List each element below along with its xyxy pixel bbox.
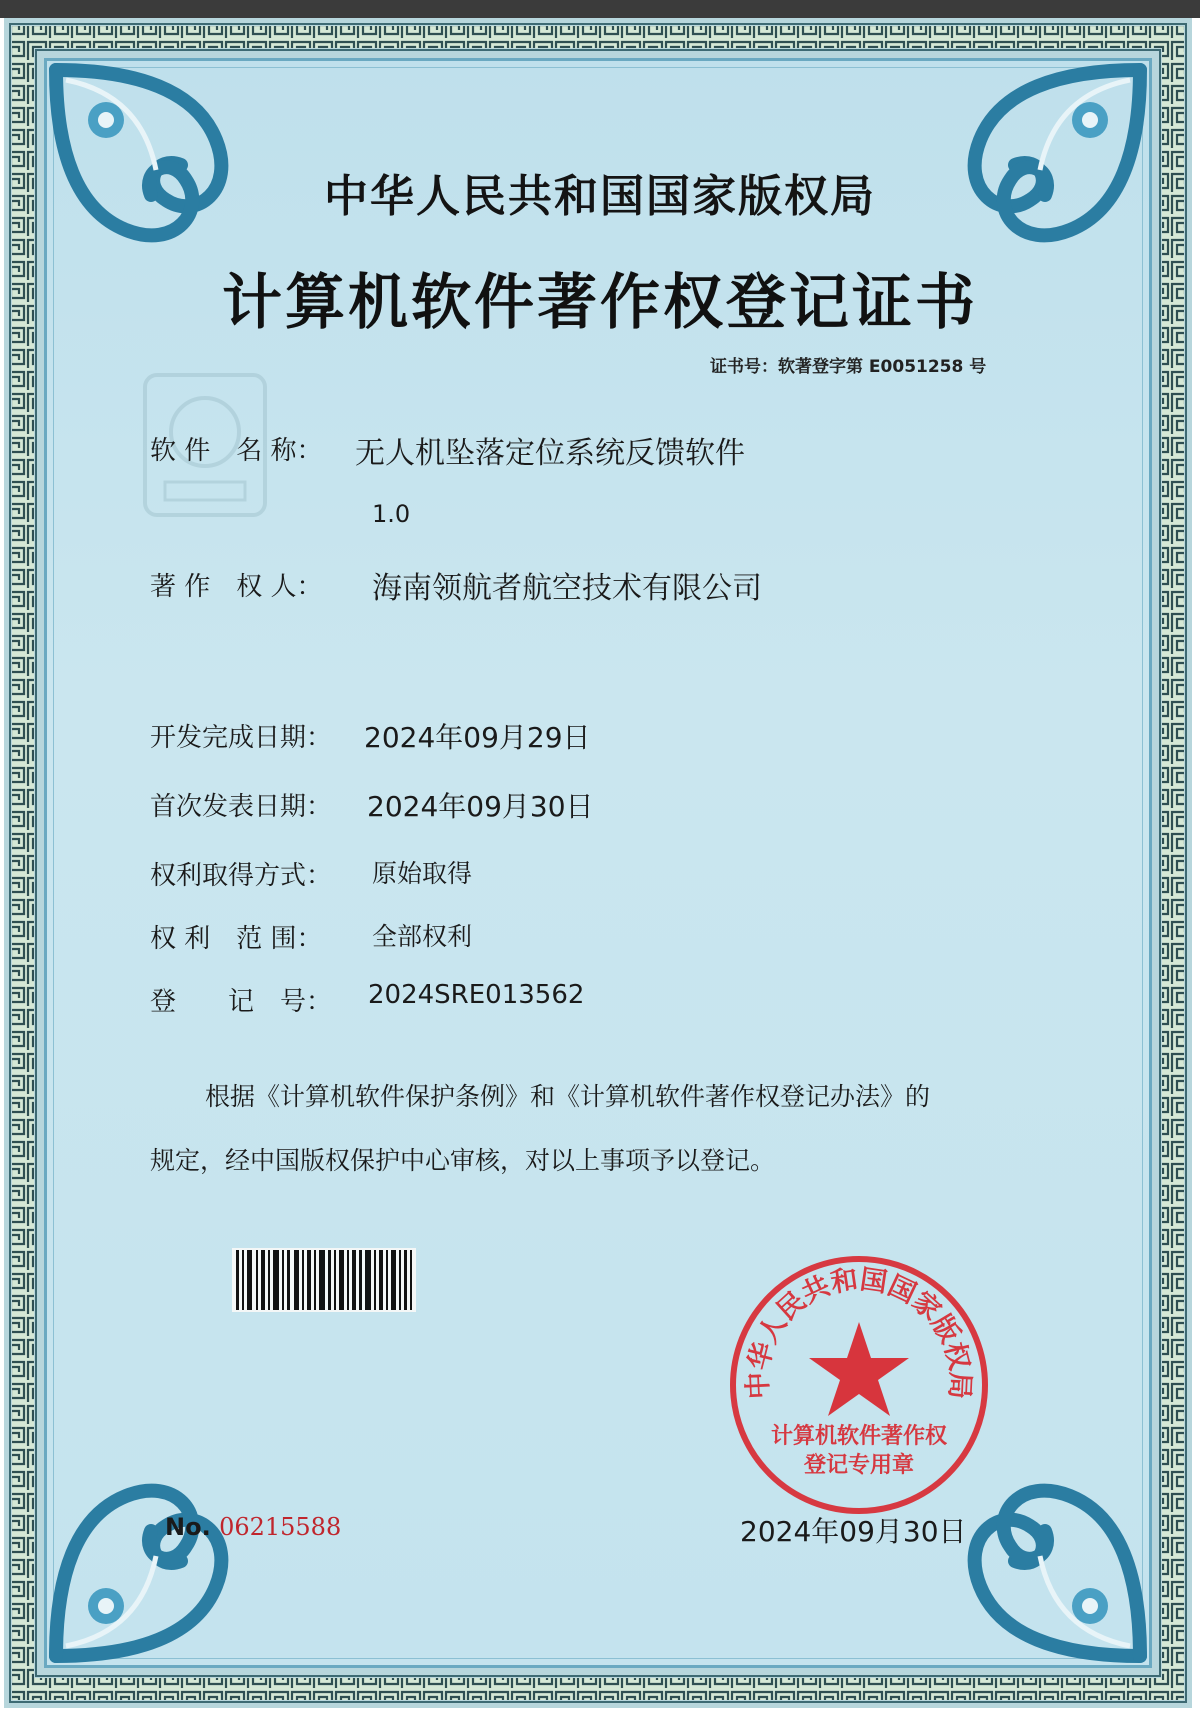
- seal-line-1: 计算机软件著作权: [770, 1423, 948, 1449]
- statement-line-2: 规定，经中国版权保护中心审核，对以上事项予以登记。: [150, 1146, 776, 1175]
- field-value-copyright-owner: 海南领航者航空技术有限公司: [372, 571, 762, 606]
- field-value-version: 1.0: [372, 500, 411, 528]
- certificate-number-value: 软著登字第 E0051258 号: [778, 357, 987, 377]
- certificate-number-label: 证书号：: [710, 357, 778, 377]
- field-label-software-name: 软 件 名 称：: [150, 436, 323, 466]
- top-dark-strip: [0, 0, 1200, 18]
- official-seal: [724, 1250, 994, 1520]
- corner-ornament-bottom-left: [46, 1426, 286, 1666]
- serial-number-value: 06215588: [219, 1513, 342, 1541]
- field-value-rights-scope: 全部权利: [372, 922, 473, 951]
- seal-star-icon: [809, 1322, 909, 1416]
- seal-line-2: 登记专用章: [803, 1452, 915, 1478]
- field-label-rights-scope: 权 利 范 围：: [150, 924, 323, 954]
- serial-number-label: No.: [165, 1513, 211, 1541]
- barcode: [232, 1248, 416, 1312]
- statement-line-1: 根据《计算机软件保护条例》和《计算机软件著作权登记办法》的: [205, 1082, 931, 1111]
- field-value-publication-date: 2024年09月30日: [367, 790, 594, 823]
- serial-number: [165, 1513, 341, 1541]
- field-value-completion-date: 2024年09月29日: [364, 721, 591, 754]
- certificate-title: 计算机软件著作权登记证书: [222, 268, 978, 338]
- field-label-completion-date: 开发完成日期：: [150, 723, 333, 753]
- field-label-publication-date: 首次发表日期：: [150, 792, 333, 822]
- field-value-registration-no: 2024SRE013562: [368, 980, 585, 1010]
- field-label-registration-no: 登 记 号：: [150, 987, 333, 1017]
- field-label-copyright-owner: 著 作 权 人：: [150, 572, 323, 602]
- field-value-software-name: 无人机坠落定位系统反馈软件: [355, 436, 745, 471]
- seal-ring-text: 中华人民共和国国家版权局: [742, 1264, 976, 1400]
- field-value-acquisition-method: 原始取得: [372, 859, 473, 888]
- certificate-number: [710, 352, 986, 377]
- field-label-acquisition-method: 权利取得方式：: [150, 861, 333, 891]
- issuing-authority: 中华人民共和国国家版权局: [324, 171, 876, 222]
- issue-date: 2024年09月30日: [740, 1515, 967, 1548]
